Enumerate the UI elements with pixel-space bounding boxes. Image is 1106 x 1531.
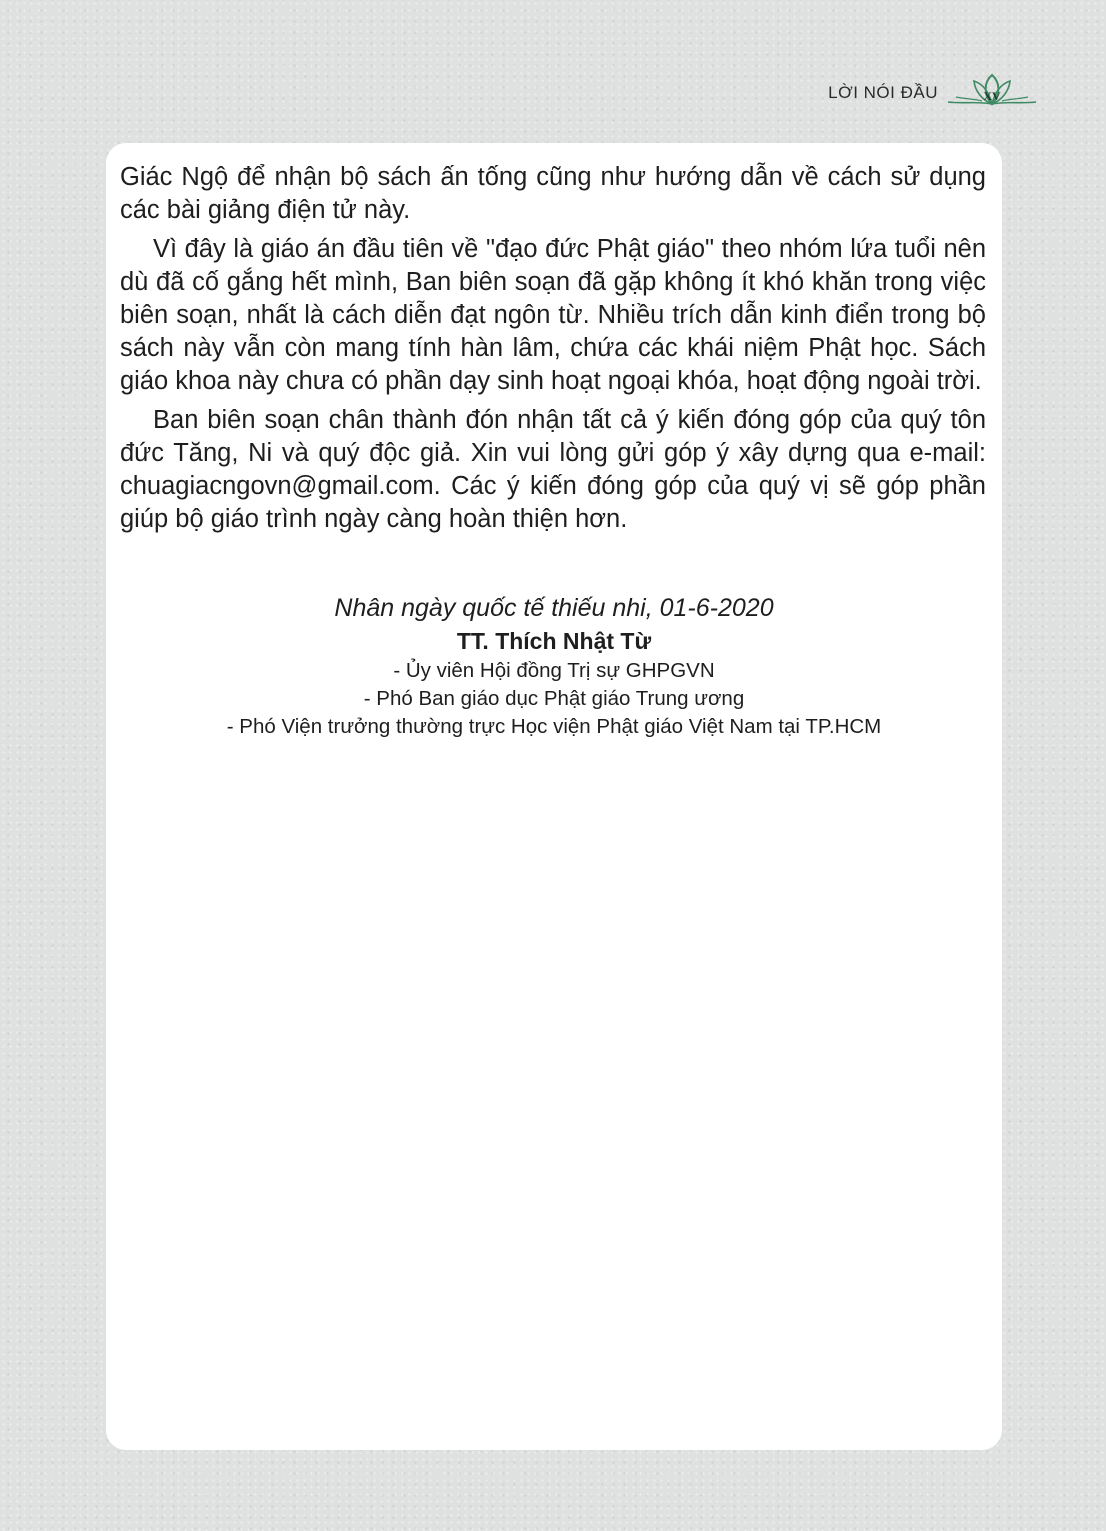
body-text — [120, 161, 986, 542]
signature-role: - Phó Viện trưởng thường trực Học viện Phật giáo Việt Nam tại TP.HCM — [226, 715, 882, 738]
lotus-emblem — [946, 72, 1038, 112]
signature-block — [106, 592, 1002, 741]
page-number: XV — [983, 89, 1001, 103]
signature-name: TT. Thích Nhật Từ — [456, 628, 652, 654]
paragraph-difficulties: Vì đây là giáo án đầu tiên về "đạo đức Phật giáo" theo nhóm lứa tuổi nên dù đã cố gắng hết mình, Ban biên soạn đã gặp không ít khó khăn trong việc biên soạn, nhất là cách diễn đạt ngôn từ. Nhiều trích dẫn kinh điển trong bộ sách này vẫn còn mang tính hàn lâm, chứa các khái niệm Phật học. Sách giáo khoa này chưa có phần dạy sinh hoạt ngoại khóa, hoạt động ngoài trời. — [120, 235, 986, 395]
content-card — [106, 143, 1002, 1450]
signature-date: Nhân ngày quốc tế thiếu nhi, 01-6-2020 — [334, 594, 774, 622]
paragraph-continuation: Giác Ngộ để nhận bộ sách ấn tống cũng như hướng dẫn về cách sử dụng các bài giảng điện tử này. — [120, 163, 986, 224]
signature-role: - Ủy viên Hội đồng Trị sự GHPGVN — [393, 659, 715, 682]
paragraph-feedback: Ban biên soạn chân thành đón nhận tất cả ý kiến đóng góp của quý tôn đức Tăng, Ni và quý độc giả. Xin vui lòng gửi góp ý xây dựng qua e-mail: chuagiacngovn@gmail.com. Các ý kiến đóng góp của quý vị sẽ góp phần giúp bộ giáo trình ngày càng hoàn thiện hơn. — [120, 406, 986, 533]
chapter-title: LỜI NÓI ĐẦU — [828, 83, 938, 102]
signature-role: - Phó Ban giáo dục Phật giáo Trung ương — [363, 687, 745, 710]
running-header — [828, 72, 1038, 112]
